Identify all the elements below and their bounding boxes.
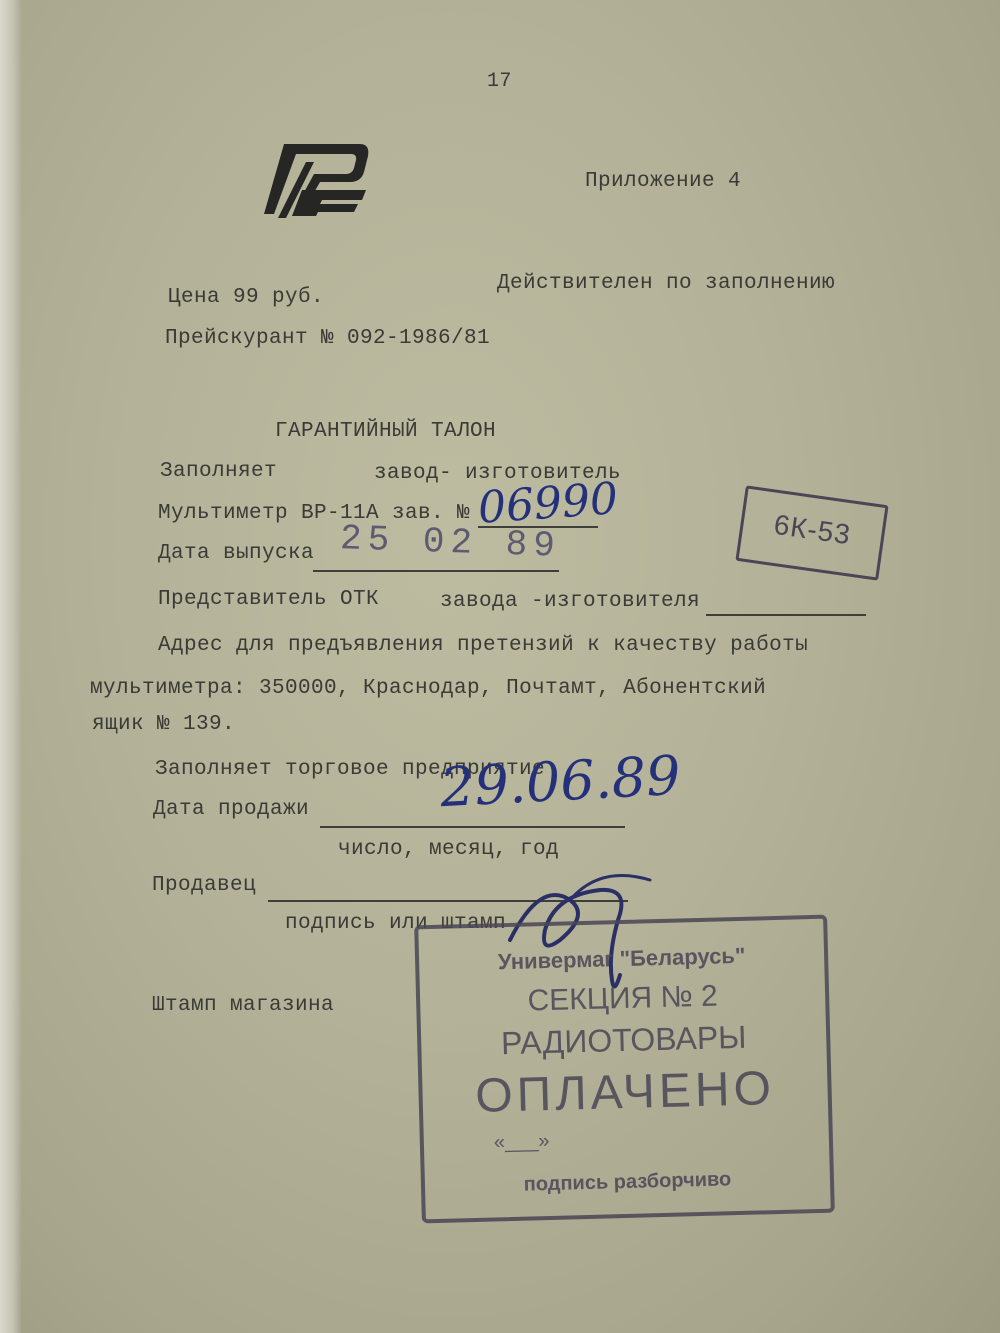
filled-by-value: завод- изготовитель	[374, 462, 622, 485]
seller-hint: подпись или штамп	[285, 912, 507, 935]
otk-stamp-text: 6К-53	[772, 508, 853, 551]
serial-number-handwritten: 06990	[476, 473, 620, 534]
shop-stamp-line-5: «___»	[493, 1129, 550, 1154]
shop-stamp-line-2: СЕКЦИЯ № 2	[527, 979, 719, 1018]
card-title: ГАРАНТИЙНЫЙ ТАЛОН	[275, 420, 497, 443]
otk-line	[706, 614, 866, 616]
shop-stamp-line-6: подпись разборчиво	[523, 1168, 732, 1196]
device-label: Мультиметр ВР-11А зав. №	[158, 502, 471, 525]
address-line-1: Адрес для предъявления претензий к качеству работы	[158, 634, 809, 657]
release-date-stamp: 25 02 89	[339, 518, 562, 567]
otk-label: Представитель ОТК	[158, 588, 380, 611]
sale-date-label: Дата продажи	[153, 798, 310, 821]
otk-value: завода -изготовителя	[440, 590, 701, 613]
factory-logo-icon	[262, 140, 372, 220]
price-list-text: Прейскурант № 092-1986/81	[165, 327, 491, 350]
seller-label: Продавец	[152, 874, 257, 897]
otk-stamp	[735, 485, 888, 580]
shop-stamp-line-4: ОПЛАЧЕНО	[474, 1062, 776, 1123]
page-edge	[0, 0, 22, 1333]
trade-label: Заполняет торговое предприятие	[155, 758, 546, 781]
price-text: Цена 99 руб.	[168, 286, 325, 309]
appendix-label: Приложение 4	[585, 170, 742, 193]
shop-stamp-label: Штамп магазина	[152, 994, 335, 1017]
sale-date-hint: число, месяц, год	[338, 838, 560, 861]
release-date-label: Дата выпуска	[158, 542, 315, 565]
shop-stamp-line-1: Универмаг "Беларусь"	[497, 942, 746, 975]
release-date-line	[313, 570, 559, 572]
sale-date-line	[320, 826, 625, 828]
shop-stamp-line-3: РАДИОТОВАРЫ	[500, 1018, 747, 1062]
address-line-2: мультиметра: 350000, Краснодар, Почтамт, Абонентский	[90, 677, 767, 700]
sale-date-handwritten: 29.06.89	[438, 743, 682, 820]
shop-stamp	[414, 915, 835, 1224]
page-number: 17	[487, 70, 512, 93]
filled-by-label: Заполняет	[160, 460, 278, 483]
address-line-3: ящик № 139.	[92, 713, 236, 736]
validity-note: Действителен по заполнению	[497, 272, 836, 295]
